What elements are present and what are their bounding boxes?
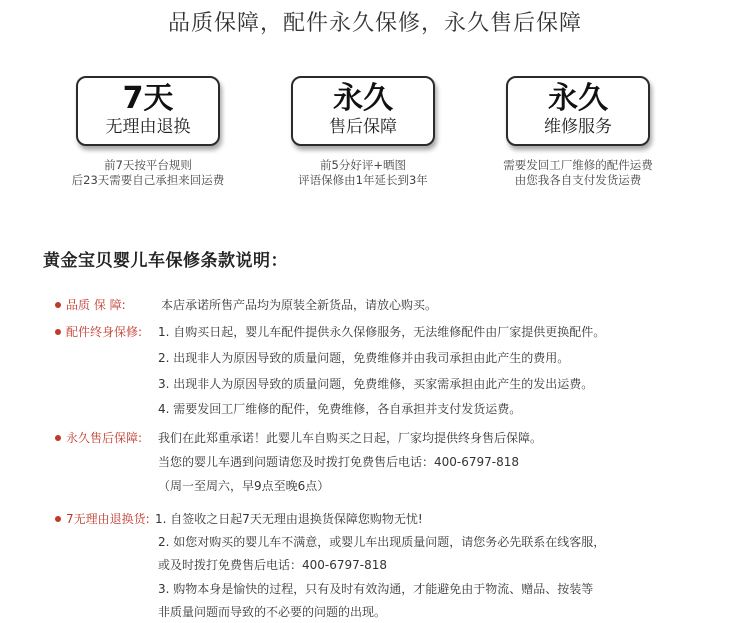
badge-big-text: 永久 bbox=[333, 81, 393, 116]
clause-line: 或及时拨打免费售后电话：400-6797-818 bbox=[158, 558, 388, 572]
badge-7-day-return bbox=[76, 76, 220, 146]
clause-label-aftersale bbox=[55, 429, 142, 446]
badge-note-7-day bbox=[38, 158, 258, 188]
badge-note-line: 评语保修由1年延长到3年 bbox=[298, 173, 428, 187]
badge-note-line: 由您我各自支付发货运费 bbox=[514, 173, 642, 187]
badge-note-line: 前5分好评+晒图 bbox=[320, 158, 406, 172]
clause-line: 3. 出现非人为原因导致的质量问题，免费维修，买家需承担由此产生的发出运费。 bbox=[158, 377, 594, 391]
clause-line: 3. 购物本身是愉快的过程，只有及时有效沟通，才能避免由于物流、赠品、按装等 bbox=[158, 582, 594, 596]
clause-line: 2. 出现非人为原因导致的质量问题，免费维修并由我司承担由此产生的费用。 bbox=[158, 351, 570, 365]
clause-line: 非质量问题而导致的不必要的问题的出现。 bbox=[158, 605, 387, 619]
clause-label-text: 永久售后保障: bbox=[66, 431, 143, 445]
clause-line: 2. 如您对购买的婴儿车不满意，或婴儿车出现质量问题，请您务必先联系在线客服， bbox=[158, 535, 606, 549]
badge-note-repair bbox=[468, 158, 688, 188]
badge-small-text: 售后保障 bbox=[329, 117, 397, 137]
clause-label-text: 品质 保 障: bbox=[66, 298, 126, 312]
clause-line: 当您的婴儿车遇到问题请您及时拨打免费售后电话：400-6797-818 bbox=[158, 455, 520, 469]
badge-note-line: 需要发回工厂维修的配件运费 bbox=[503, 158, 653, 172]
badge-big-text: 永久 bbox=[548, 81, 608, 116]
bullet-dot-icon bbox=[55, 302, 61, 308]
badge-big-text: 7天 bbox=[122, 81, 174, 116]
badge-lifetime-repair bbox=[506, 76, 650, 146]
bullet-dot-icon bbox=[55, 516, 61, 522]
clause-label-quality bbox=[55, 296, 126, 313]
page-headline: 品质保障，配件永久保修，永久售后保障 bbox=[167, 11, 582, 36]
badge-lifetime-aftersale bbox=[291, 76, 435, 146]
badge-small-text: 维修服务 bbox=[544, 117, 612, 137]
bullet-dot-icon bbox=[55, 329, 61, 335]
clause-label-parts-warranty bbox=[55, 323, 142, 340]
clause-label-text: 7无理由退换货: bbox=[66, 512, 150, 526]
badge-note-line: 前7天按平台规则 bbox=[104, 158, 192, 172]
badge-note-aftersale bbox=[253, 158, 473, 188]
badge-small-text: 无理由退换 bbox=[105, 117, 191, 137]
clause-line: 1. 自签收之日起7天无理由退换货保障您购物无忧! bbox=[155, 512, 423, 526]
badge-note-line: 后23天需要自己承担来回运费 bbox=[71, 173, 225, 187]
clause-line: 1. 自购买日起，婴儿车配件提供永久保修服务，无法维修配件由厂家提供更换配件。 bbox=[158, 325, 606, 339]
section-title: 黄金宝贝婴儿车保修条款说明： bbox=[43, 251, 288, 271]
clause-label-7-day-return bbox=[55, 510, 150, 527]
clause-label-text: 配件终身保修: bbox=[66, 325, 143, 339]
clause-line: 本店承诺所售产品均为原装全新货品，请放心购买。 bbox=[161, 298, 438, 312]
clause-line: （周一至周六，早9点至晚6点） bbox=[158, 479, 330, 493]
clause-line: 4. 需要发回工厂维修的配件，免费维修，各自承担并支付发货运费。 bbox=[158, 402, 522, 416]
bullet-dot-icon bbox=[55, 435, 61, 441]
clause-line: 我们在此郑重承诺！此婴儿车自购买之日起，厂家均提供终身售后保障。 bbox=[158, 431, 543, 445]
